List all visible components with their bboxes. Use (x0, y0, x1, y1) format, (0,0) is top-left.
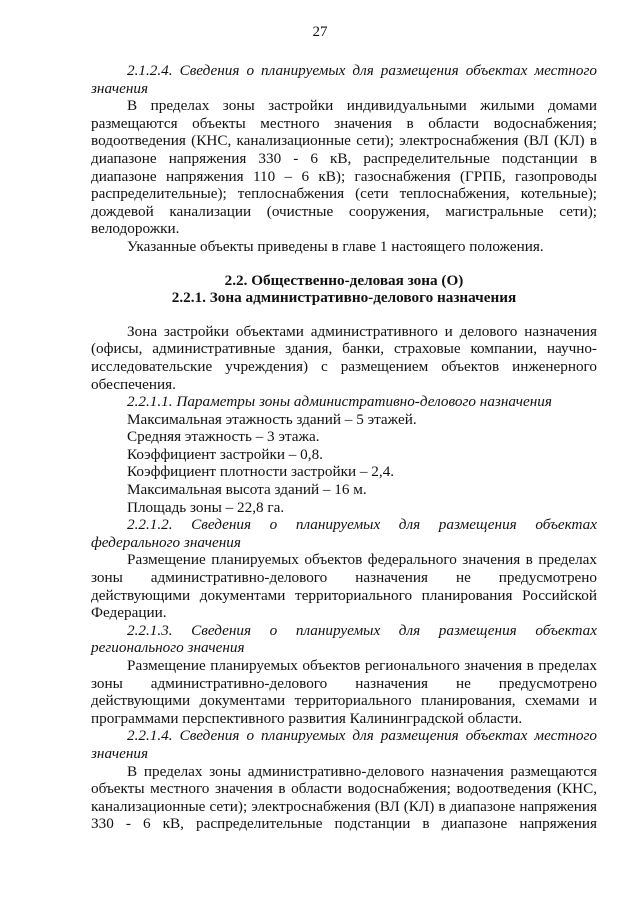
paragraph-zone-description: Зона застройки объектами административного и делового назначения (офисы, административные здания, банки, страховые компании, научно-исследовательские учреждения) с размещением объектов инженерного обеспечения. (91, 322, 597, 393)
param-max-height: Максимальная высота зданий – 16 м. (127, 481, 367, 499)
page-body (91, 62, 597, 833)
zone-subtitle: 2.2.1. Зона административно-делового назначения (171, 289, 517, 307)
section-heading-local-objects-individual: 2.1.2.4. Сведения о планируемых для размещения объектах местного значения (91, 62, 597, 97)
section-heading-local-objects-admin: 2.2.1.4. Сведения о планируемых для размещения объектах местного значения (91, 727, 597, 762)
section-heading-federal-objects: 2.2.1.2. Сведения о планируемых для размещения объектах федерального значения (91, 516, 597, 551)
param-building-coefficient: Коэффициент застройки – 0,8. (127, 445, 323, 463)
zone-title: 2.2. Общественно-деловая зона (О) (224, 271, 464, 289)
paragraph-federal-objects: Размещение планируемых объектов федерального значения в пределах зоны административно-делового назначения не предусмотрено действующими документами территориального планирования Российской Федерации. (91, 551, 597, 622)
param-zone-area: Площадь зоны – 22,8 га. (127, 498, 285, 516)
param-max-floors: Максимальная этажность зданий – 5 этажей. (127, 410, 417, 428)
section-heading-regional-objects: 2.2.1.3. Сведения о планируемых для размещения объектах регионального значения (91, 621, 597, 657)
param-avg-floors: Средняя этажность – 3 этажа. (127, 428, 320, 446)
param-density-coefficient: Коэффициент плотности застройки – 2,4. (127, 463, 395, 481)
paragraph-chapter-reference: Указанные объекты приведены в главе 1 настоящего положения. (127, 237, 544, 255)
page-number: 27 (312, 24, 328, 40)
paragraph-regional-objects: Размещение планируемых объектов регионального значения в пределах зоны административно-делового назначения не предусмотрено действующими документами территориального планирования, схемами и программами перспективного развития Калининградской области. (91, 657, 597, 727)
paragraph-local-objects-individual: В пределах зоны застройки индивидуальными жилыми домами размещаются объекты местного значения в области водоснабжения; водоотведения (КНС, канализационные сети); электроснабжения (ВЛ (КЛ) в диапазоне напряжения 330 - 6 кВ, распределительные подстанции в диапазоне напряжения 110 – 6 кВ); газоснабжения (ГРПБ, газопроводы распределительные); теплоснабжения (сети теплоснабжения, котельные); дождевой канализации (очистные сооружения, магистральные сети); велодорожки. (91, 97, 597, 238)
section-heading-zone-parameters: 2.2.1.1. Параметры зоны административно-делового назначения (127, 393, 552, 411)
paragraph-local-objects-admin: В пределах зоны административно-делового назначения размещаются объекты местного значения в области водоснабжения; водоотведения (КНС, канализационные сети); электроснабжения (ВЛ (КЛ) в диапазоне напряжения 330 - 6 кВ, распределительные подстанции в диапазоне напряжения (91, 762, 597, 833)
